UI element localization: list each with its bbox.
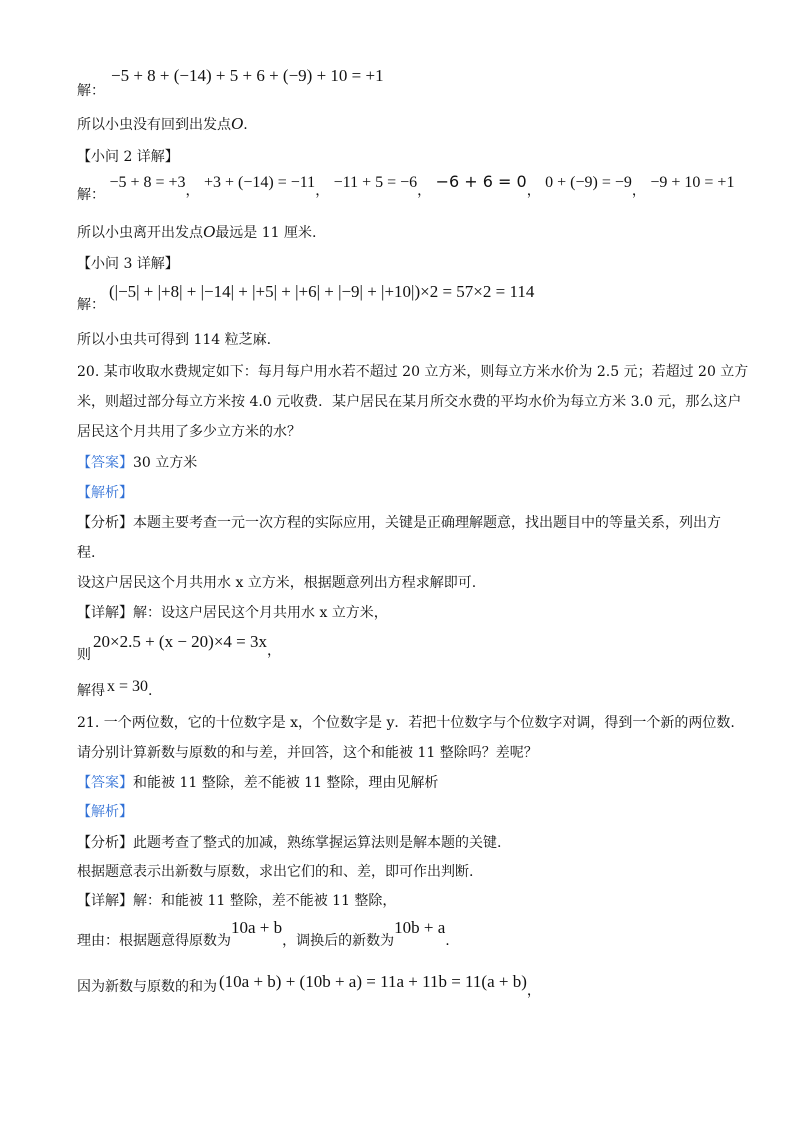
point-o: O — [203, 222, 216, 241]
q21-answer — [77, 773, 438, 793]
equation: −5 + 8 = +3 — [109, 174, 186, 191]
comma: ， — [417, 183, 432, 199]
equation: 0 + (−9) = −9 — [545, 174, 632, 191]
answer-tag: 【答案】 — [77, 455, 133, 471]
solution-label: 解： — [77, 83, 105, 99]
q21-analysis-line2: 根据题意表示出新数与原数，求出它们的和、差，即可作出判断. — [77, 864, 474, 880]
comma: ， — [526, 983, 541, 999]
equation: −11 + 5 = −6 — [333, 174, 418, 191]
q20-text-line2: 米，则超过部分每立方米按 4.0 元收费．某户居民在某月所交水费的平均水价为每立方米 3.0 元，那么这户 — [77, 394, 742, 410]
point-o: O — [231, 114, 244, 133]
solution-label: 解： — [77, 297, 105, 313]
then-label: 则 — [77, 647, 91, 663]
q21-text-line2: 请分别计算新数与原数的和与差，并回答，这个和能被 11 整除吗？差呢？ — [77, 745, 538, 761]
q20-equation-line — [77, 632, 282, 663]
q20-analysis-line2: 程. — [77, 545, 96, 561]
text: . — [243, 117, 248, 133]
solved-value: x = 30 — [107, 678, 149, 695]
original-number: 10a + b — [231, 918, 283, 937]
equation: −5 + 8 + (−14) + 5 + 6 + (−9) + 10 = +1 — [111, 66, 384, 85]
comma: ， — [631, 183, 646, 199]
text: . — [445, 933, 450, 949]
answer-text: 30 立方米 — [133, 455, 198, 471]
text: 所以小虫没有回到出发点 — [77, 117, 231, 133]
new-number: 10b + a — [394, 918, 446, 937]
q20-text-line3: 居民这个月共用了多少立方米的水？ — [77, 424, 301, 440]
equation: −6 + 6 = 0 — [435, 172, 527, 191]
q21-detail-line1: 【详解】解：和能被 11 整除，差不能被 11 整除， — [77, 893, 397, 909]
comma: ， — [267, 643, 282, 659]
answer-tag: 【答案】 — [77, 775, 133, 791]
text: . — [148, 683, 153, 699]
q21-analysis-tag: 【解析】 — [77, 804, 133, 820]
q20-analysis-line3: 设这户居民这个月共用水 x 立方米，根据题意列出方程求解即可. — [77, 575, 477, 591]
q19-conclusion2 — [77, 222, 316, 243]
q21-analysis-line1: 【分析】此题考查了整式的加减，熟练掌握运算法则是解本题的关键. — [77, 835, 502, 851]
reason-text: 理由：根据题意得原数为 — [77, 933, 231, 949]
q19-eq1-line — [77, 66, 384, 99]
q21-text-line1: 21. 一个两位数，它的十位数字是 x，个位数字是 y．若把十位数字与个位数字对调，得到一个新的两位数. — [77, 715, 735, 731]
equation: +3 + (−14) = −11 — [204, 174, 316, 191]
text: 最远是 11 厘米. — [215, 225, 317, 241]
sum-equation: (10a + b) + (10b + a) = 11a + 11b = 11(a + b) — [219, 972, 527, 991]
part2-heading: 【小问 2 详解】 — [77, 149, 179, 165]
q20-solved — [77, 678, 153, 701]
q20-answer — [77, 453, 197, 473]
sum-text: 因为新数与原数的和为 — [77, 979, 217, 995]
q20-analysis-line1: 【分析】本题主要考查一元一次方程的实际应用，关键是正确理解题意，找出题目中的等量关系，列出方 — [77, 515, 721, 531]
q19-conclusion1 — [77, 114, 248, 135]
comma: ， — [315, 183, 330, 199]
part3-heading: 【小问 3 详解】 — [77, 256, 179, 272]
equation: −9 + 10 = +1 — [650, 174, 735, 191]
answer-text: 和能被 11 整除，差不能被 11 整除，理由见解析 — [133, 775, 439, 791]
q19-eq3-line — [77, 282, 535, 313]
q19-part2-equations — [77, 172, 735, 203]
q21-reason-line — [77, 918, 450, 949]
q20-text-line1: 20. 某市收取水费规定如下：每月每户用水若不超过 20 立方米，则每立方米水价为 2.5 元；若超过 20 立方 — [77, 364, 749, 380]
q20-analysis-tag: 【解析】 — [77, 485, 133, 501]
equation: (|−5| + |+8| + |−14| + |+5| + |+6| + |−9| + |+10|)×2 = 57×2 = 114 — [109, 282, 535, 301]
q19-conclusion3: 所以小虫共可得到 114 粒芝麻. — [77, 332, 272, 348]
text: 所以小虫离开出发点 — [77, 225, 203, 241]
q20-detail-line1: 【详解】解：设这户居民这个月共用水 x 立方米， — [77, 605, 388, 621]
q21-sum-line — [77, 972, 541, 999]
equation: 20×2.5 + (x − 20)×4 = 3x — [93, 632, 268, 651]
solution-label: 解： — [77, 187, 105, 203]
solved-label: 解得 — [77, 683, 105, 699]
reason-text: ，调换后的新数为 — [282, 933, 395, 949]
comma: ， — [526, 183, 541, 199]
comma: ， — [185, 183, 200, 199]
